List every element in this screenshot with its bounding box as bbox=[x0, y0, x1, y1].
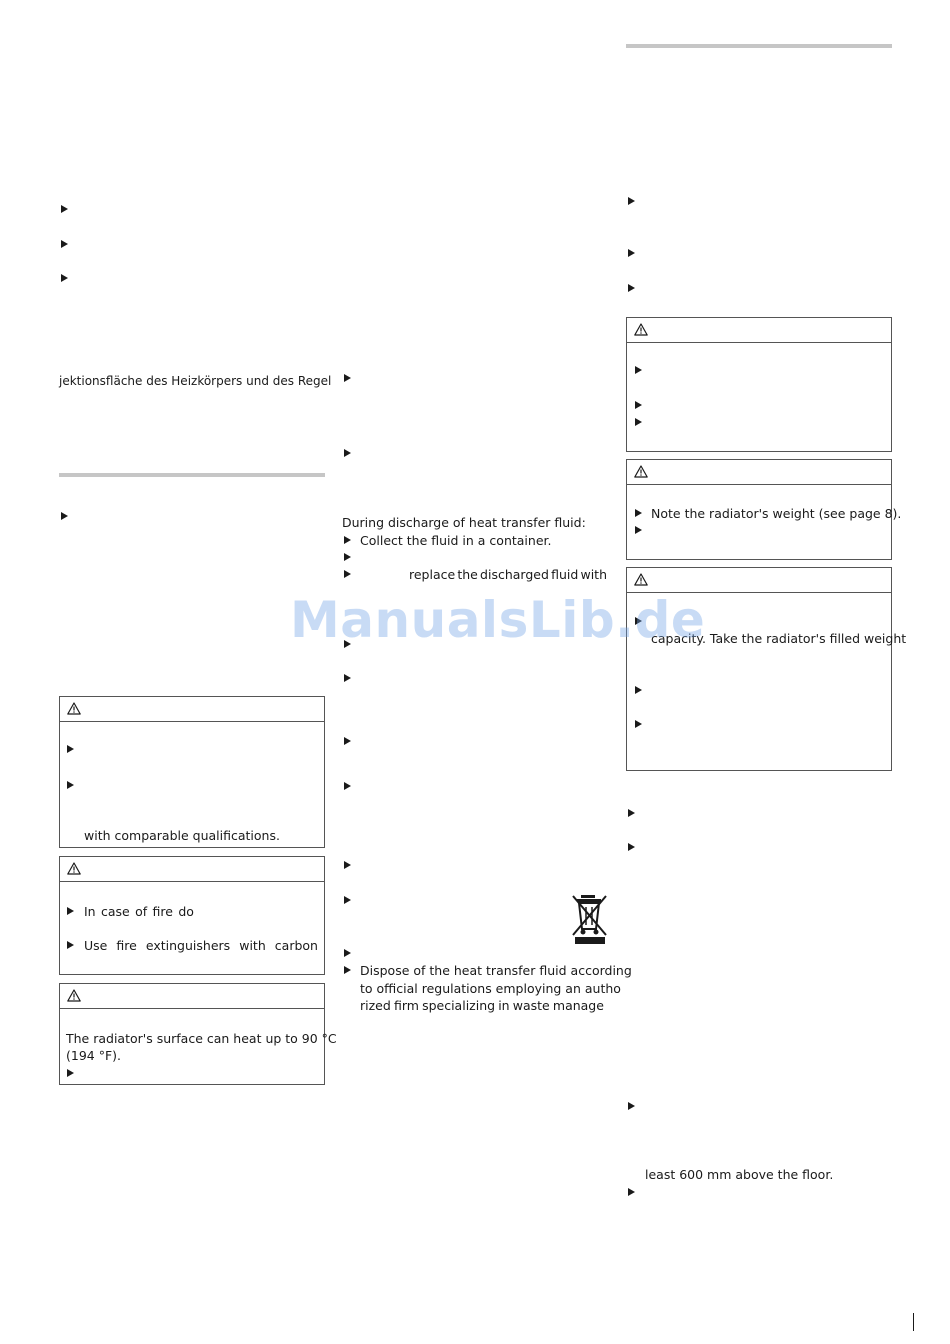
bullet-triangle-icon bbox=[344, 782, 351, 790]
bullet-triangle-icon bbox=[344, 674, 351, 682]
warning-triangle-icon bbox=[634, 323, 648, 336]
warning-triangle-icon bbox=[67, 862, 81, 875]
bullet-triangle-icon bbox=[344, 737, 351, 745]
list-item-text bbox=[360, 997, 604, 1014]
warning-box-header bbox=[60, 857, 324, 882]
warning-box-header bbox=[60, 984, 324, 1009]
bullet-triangle-icon bbox=[628, 843, 635, 851]
warning-triangle-icon bbox=[67, 702, 81, 715]
word: with bbox=[239, 938, 266, 953]
box-text: capacity. Take the radiator's filled weight bbox=[651, 631, 907, 646]
box-text: with comparable qualifications. bbox=[84, 828, 280, 843]
bullet-triangle-icon bbox=[61, 240, 68, 248]
section-rule-left bbox=[59, 473, 325, 477]
bullet-triangle-icon bbox=[61, 205, 68, 213]
word: of bbox=[135, 904, 148, 919]
word: discharged bbox=[480, 567, 549, 582]
box-text-fire bbox=[84, 903, 194, 920]
bullet-triangle-icon bbox=[635, 418, 642, 426]
bullet-triangle-icon bbox=[344, 536, 351, 544]
bullet-triangle-icon bbox=[344, 449, 351, 457]
text-fragment: jektionsfläche des Heizkörpers und des Regel bbox=[59, 374, 332, 388]
bullet-triangle-icon bbox=[635, 686, 642, 694]
word: fluid bbox=[551, 567, 579, 582]
bullet-triangle-icon bbox=[344, 570, 351, 578]
warning-triangle-icon bbox=[634, 465, 648, 478]
bullet-triangle-icon bbox=[635, 401, 642, 409]
word: waste bbox=[512, 998, 550, 1013]
bullet-triangle-icon bbox=[67, 941, 74, 949]
bullet-triangle-icon bbox=[628, 809, 635, 817]
word: case bbox=[100, 904, 130, 919]
body-text: least 600 mm above the floor. bbox=[645, 1167, 834, 1182]
bullet-triangle-icon bbox=[67, 781, 74, 789]
bullet-triangle-icon bbox=[344, 553, 351, 561]
section-rule-top-right bbox=[626, 44, 892, 48]
bullet-triangle-icon bbox=[635, 526, 642, 534]
bullet-triangle-icon bbox=[635, 509, 642, 517]
bullet-triangle-icon bbox=[344, 861, 351, 869]
word: carbon bbox=[274, 938, 318, 953]
discharge-heading: During discharge of heat transfer fluid: bbox=[342, 515, 586, 530]
warning-box-4 bbox=[626, 317, 892, 452]
word: firm bbox=[393, 998, 419, 1013]
word: the bbox=[457, 567, 478, 582]
bullet-triangle-icon bbox=[344, 896, 351, 904]
watermark-text: ManualsLib.de bbox=[290, 591, 706, 649]
word: Use bbox=[84, 938, 108, 953]
list-item-text: Dispose of the heat transfer fluid according bbox=[360, 963, 632, 978]
bullet-triangle-icon bbox=[344, 374, 351, 382]
bullet-triangle-icon bbox=[635, 366, 642, 374]
word: do bbox=[178, 904, 194, 919]
warning-box-header bbox=[627, 318, 891, 343]
crossed-bin-icon bbox=[572, 893, 608, 945]
bullet-triangle-icon bbox=[628, 1188, 635, 1196]
word: fire bbox=[116, 938, 137, 953]
bullet-triangle-icon bbox=[635, 720, 642, 728]
bullet-triangle-icon bbox=[628, 1102, 635, 1110]
word: In bbox=[84, 904, 96, 919]
box-text: The radiator's surface can heat up to 90 °C bbox=[66, 1031, 337, 1046]
bullet-triangle-icon bbox=[344, 966, 351, 974]
box-text-extinguishers bbox=[84, 937, 318, 954]
word: rized bbox=[360, 998, 391, 1013]
word: extinguishers bbox=[145, 938, 231, 953]
page-margin-mark bbox=[913, 1313, 914, 1331]
word: specializing bbox=[422, 998, 496, 1013]
bullet-triangle-icon bbox=[628, 197, 635, 205]
bullet-triangle-icon bbox=[344, 949, 351, 957]
warning-triangle-icon bbox=[67, 989, 81, 1002]
word: fire bbox=[152, 904, 173, 919]
warning-triangle-icon bbox=[634, 573, 648, 586]
bullet-triangle-icon bbox=[67, 907, 74, 915]
list-item-text bbox=[409, 566, 607, 583]
word: manage bbox=[552, 998, 604, 1013]
bullet-triangle-icon bbox=[628, 284, 635, 292]
warning-box-header bbox=[627, 460, 891, 485]
word: with bbox=[580, 567, 607, 582]
warning-box-header bbox=[60, 697, 324, 722]
warning-box-1 bbox=[59, 696, 325, 848]
box-text: Note the radiator's weight (see page 8). bbox=[651, 506, 902, 521]
word: replace bbox=[409, 567, 456, 582]
bullet-triangle-icon bbox=[61, 512, 68, 520]
bullet-triangle-icon bbox=[67, 745, 74, 753]
word: in bbox=[498, 998, 510, 1013]
list-item-text: to official regulations employing an autho bbox=[360, 981, 621, 996]
box-text: (194 °F). bbox=[66, 1048, 121, 1063]
bullet-triangle-icon bbox=[67, 1069, 74, 1077]
bullet-triangle-icon bbox=[628, 249, 635, 257]
list-item-text: Collect the fluid in a container. bbox=[360, 533, 552, 548]
bullet-triangle-icon bbox=[61, 274, 68, 282]
